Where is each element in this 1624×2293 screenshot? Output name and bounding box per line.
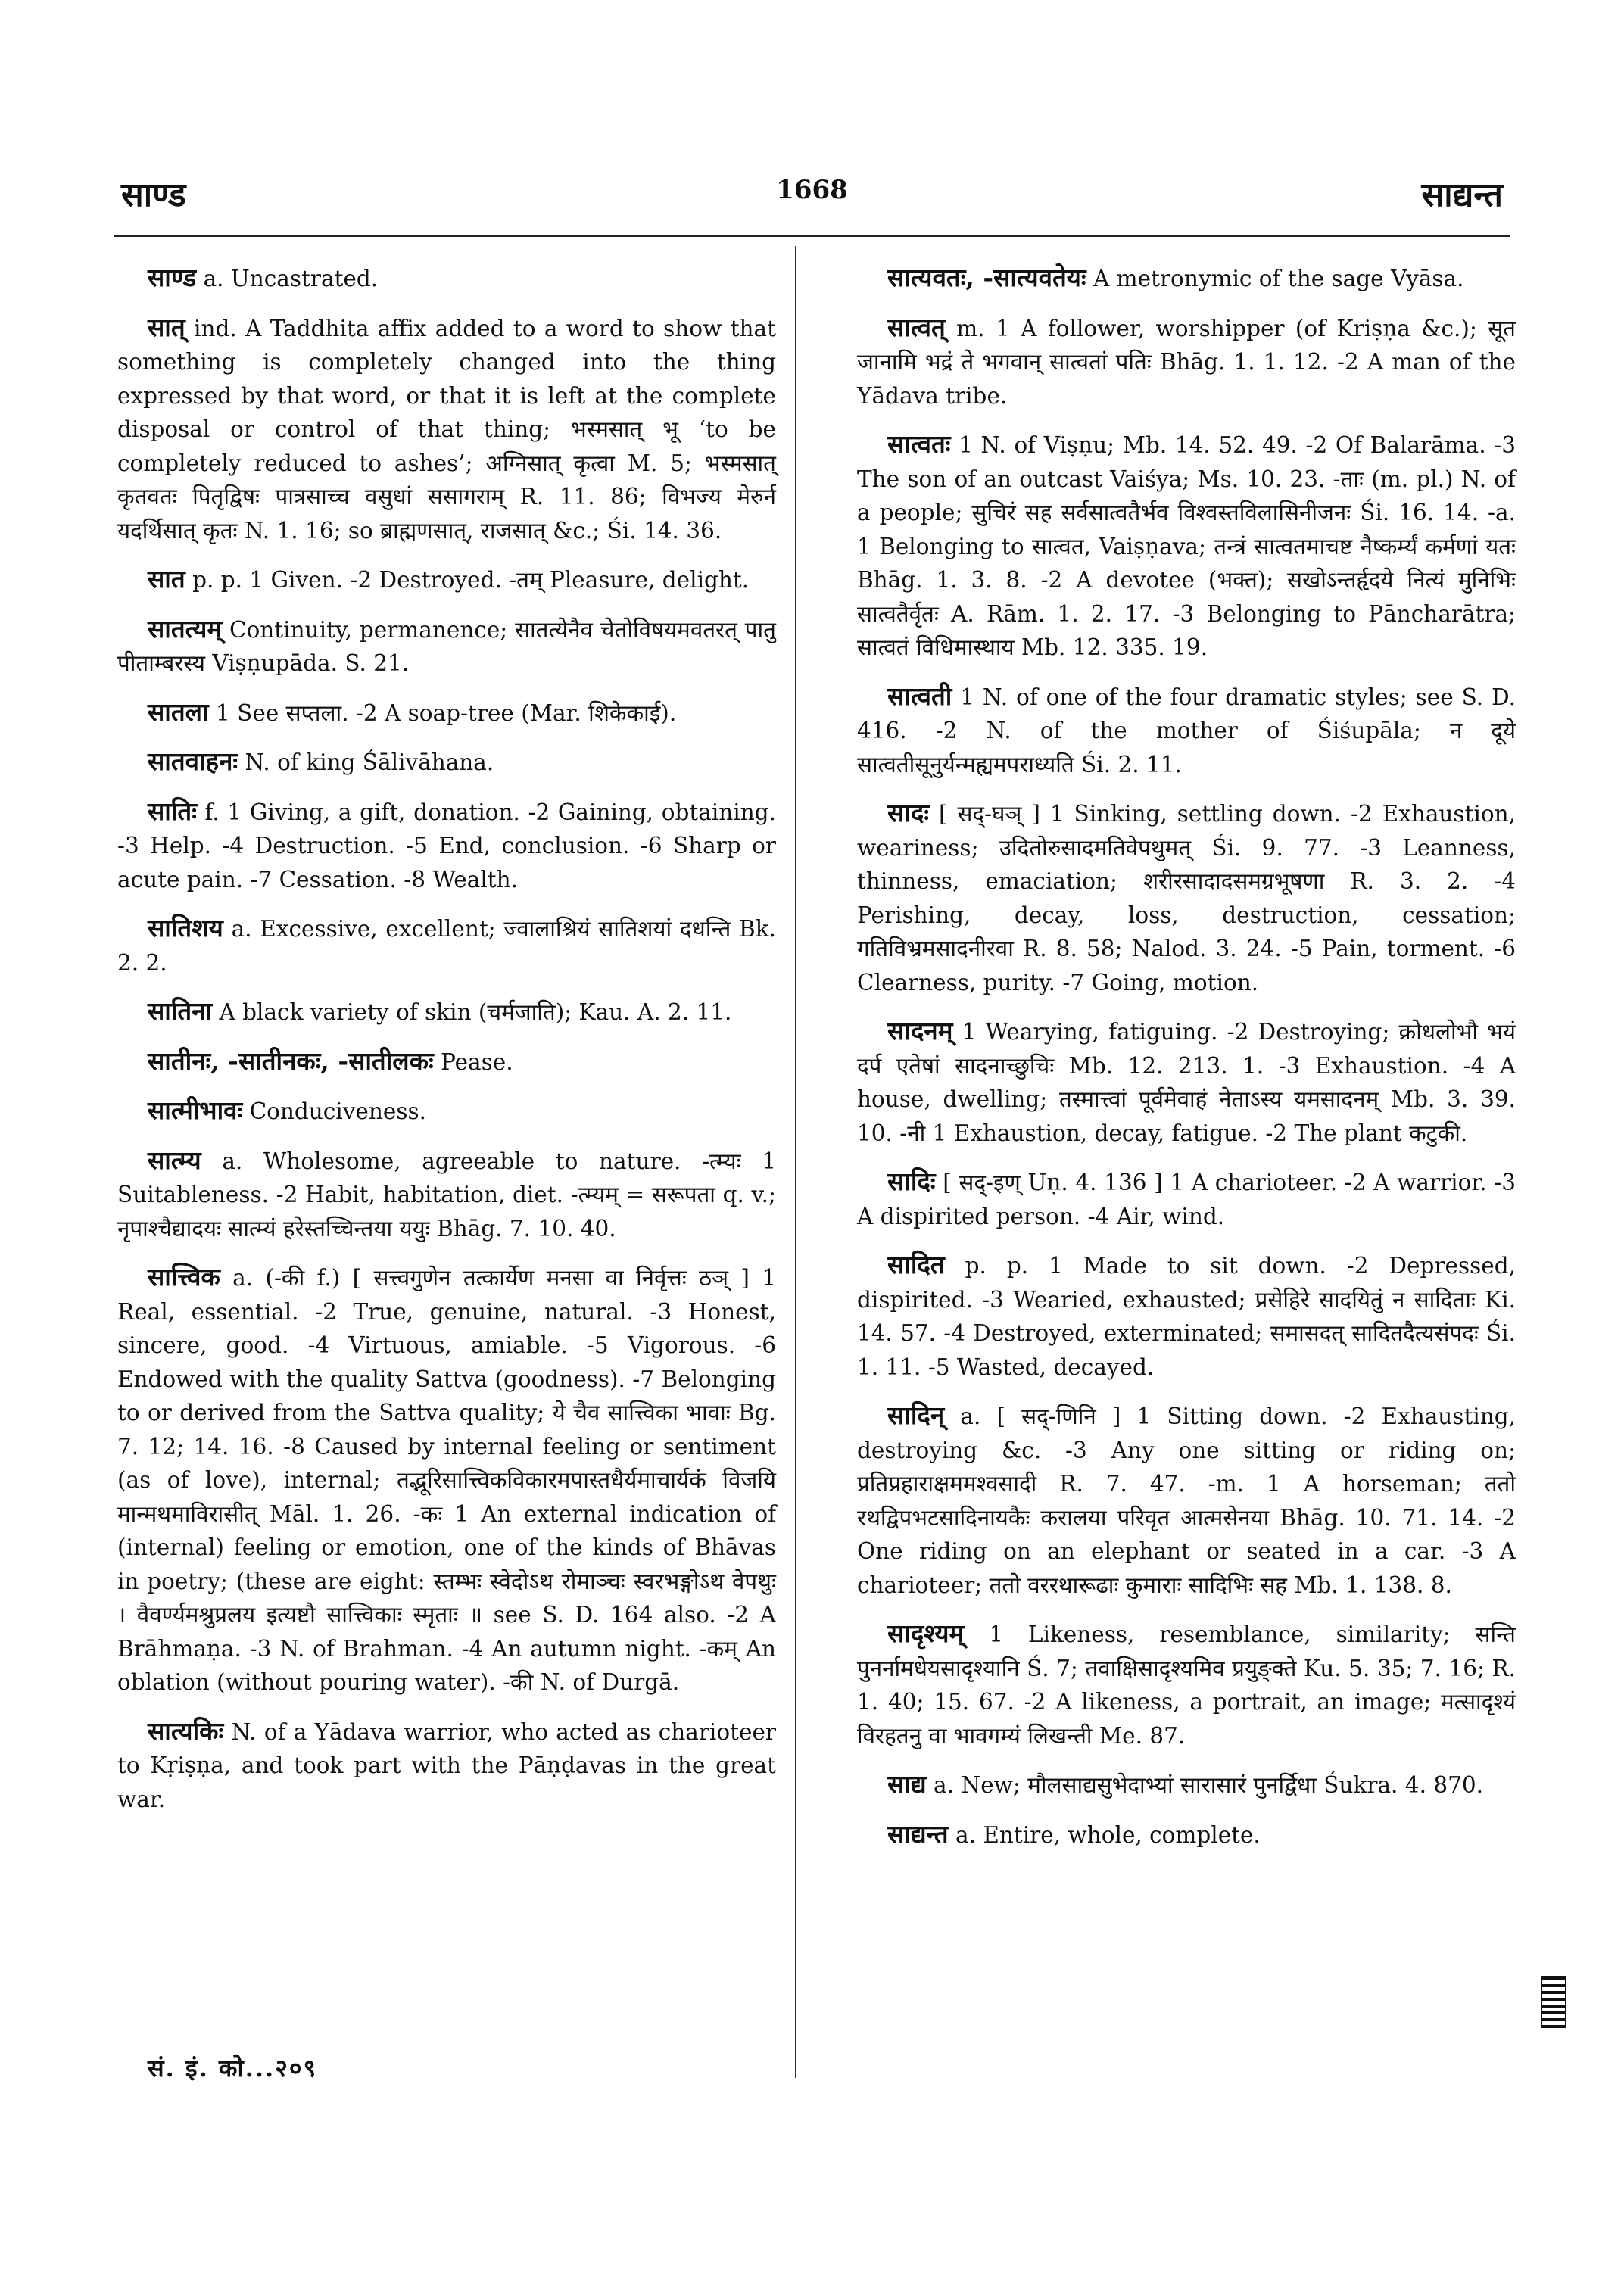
- dictionary-entry: [117, 1144, 776, 1246]
- dictionary-entry: [117, 612, 776, 681]
- left-column: [117, 261, 776, 1831]
- dictionary-entry: [117, 995, 776, 1030]
- dictionary-entry: [857, 1617, 1516, 1752]
- headword: सात्वती: [887, 681, 952, 711]
- dictionary-entry: [857, 1014, 1516, 1150]
- definition-text: Conduciveness.: [249, 1098, 426, 1124]
- definition-text: 1 N. of Viṣṇu; Mb. 14. 52. 49. -2 Of Balarāma. -3 The son of an outcast Vaiśya; Ms. 10. 23. -ताः (m. pl.) N. of a people; सुचिरं सह सर्वसात्वतैर्भव विश्वस्तविलासिनीजनः Śi. 16. 14. -a. 1 Belonging to सात्वत, Vaiṣṇava; तन्त्रं सात्वतमाचष्ट नैष्कर्म्यं कर्मणां यतः Bhāg. 1. 3. 8. -2 A devotee (भक्त); सखोऽन्तर्हृदये नित्यं मुनिभिः सात्वतैर्वृतः A. Rām. 1. 2. 17. -3 Belonging to Pāncharātra; सात्वतं विधिमास्थाय Mb. 12. 335. 19.: [857, 432, 1516, 660]
- thumb-index-mark: [1541, 1976, 1566, 2028]
- headword: सातला: [148, 696, 209, 727]
- definition-text: p. p. 1 Made to sit down. -2 Depressed, dispirited. -3 Wearied, exhausted; प्रसेहिरे सादयितुं न सादिताः Ki. 14. 57. -4 Destroyed, exterminated; समासदत् सादितदैत्यसंपदः Śi. 1. 11. -5 Wasted, decayed.: [857, 1253, 1516, 1380]
- definition-text: [ सद्-घञ् ] 1 Sinking, settling down. -2 Exhaustion, weariness; उदितोरुसादमतिवेपथुमत् Śi. 9. 77. -3 Leanness, thinness, emaciation; शरीरसादादसमग्रभूषणा R. 3. 2. -4 Perishing, decay, loss, destruction, cessation; गतिविभ्रमसादनीरवा R. 8. 58; Nalod. 3. 24. -5 Pain, torment. -6 Clearness, purity. -7 Going, motion.: [857, 801, 1516, 995]
- definition-text: a. Wholesome, agreeable to nature. -त्म्यः 1 Suitableness. -2 Habit, habitation, diet. -त्म्यम् = सरूपता q. v.; नृपाश्चैद्यादयः सात्म्यं हरेस्तच्चिन्तया ययुः Bhāg. 7. 10. 40.: [117, 1148, 776, 1242]
- headword: साद्य: [887, 1769, 927, 1799]
- headword: सात: [148, 564, 185, 594]
- headword: साद्यन्त: [887, 1818, 949, 1849]
- headword: सातवाहनः: [148, 746, 238, 776]
- headword: सात्मीभावः: [148, 1095, 243, 1125]
- definition-text: a. (-की f.) [ सत्त्वगुणेन तत्कार्येण मनसा वा निर्वृत्तः ठञ् ] 1 Real, essential. -2 True, genuine, natural. -3 Honest, sincere, good. -4 Virtuous, amiable. -5 Vigorous. -6 Endowed with the quality Sattva (goodness). -7 Belonging to or derived from the Sattva quality; ये चैव सात्त्विका भावाः Bg. 7. 12; 14. 16. -8 Caused by internal feeling or sentiment (as of love), internal; तद्भूरिसात्त्विकविकारमपास्तधैर्यमाचार्यकं विजयि मान्मथमाविरासीत् Māl. 1. 26. -कः 1 An external indication of (internal) feeling or emotion, one of the kinds of Bhāvas in poetry; (these are eight: स्तम्भः स्वेदोऽथ रोमाञ्चः स्वरभङ्गोऽथ वेपथुः । वैवर्ण्यमश्रुप्रलय इत्यष्टौ सात्त्विकाः स्मृताः ॥ see S. D. 164 also. -2 A Brāhmaṇa. -3 N. of Brahman. -4 An autumn night. -कम् An oblation (without pouring water). -की N. of Durgā.: [117, 1265, 776, 1695]
- page-header: [114, 170, 1510, 223]
- definition-text: [ सद्-इण् Uṇ. 4. 136 ] 1 A charioteer. -2 A warrior. -3 A dispirited person. -4 Air, wind.: [857, 1170, 1516, 1229]
- header-right-guideword: साद्यन्त: [1421, 176, 1503, 214]
- definition-text: Pease.: [441, 1048, 513, 1075]
- dictionary-entry: [857, 428, 1516, 665]
- dictionary-entry: [857, 1165, 1516, 1233]
- dictionary-entry: [117, 1715, 776, 1817]
- headword: सातिः: [148, 796, 197, 826]
- headword: सात्वतः: [887, 429, 951, 459]
- headword: सादनम्: [887, 1016, 953, 1045]
- headword: साण्ड: [148, 263, 197, 292]
- dictionary-entry: [857, 311, 1516, 413]
- dictionary-entry: [117, 911, 776, 980]
- definition-text: a. New; मौलसाद्यसुभेदाभ्यां सारासारं पुनर्द्विधा Śukra. 4. 870.: [934, 1772, 1484, 1798]
- headword: सात्यकिः: [148, 1715, 224, 1746]
- header-rule: [114, 235, 1510, 237]
- definition-text: a. Entire, whole, complete.: [955, 1821, 1261, 1848]
- column-divider: [795, 246, 796, 2078]
- headword: सादित: [887, 1250, 945, 1279]
- dictionary-entry: [857, 1399, 1516, 1602]
- dictionary-entry: [117, 261, 776, 296]
- definition-text: ind. A Taddhita affix added to a word to show that something is completely changed into the thing expressed by that word, or that it is left at the complete disposal or control of that thing; भस्मसात् भू ‘to be completely reduced to ashes’; अग्निसात् कृत्वा M. 5; भस्मसात् कृतवतः पितृद्विषः पात्रसाच्च वसुधां ससागराम् R. 11. 86; विभज्य मेरुर्न यदर्थिसात् कृतः N. 1. 16; so ब्राह्मणसात्, राजसात् &c.; Śi. 14. 36.: [117, 315, 776, 544]
- definition-text: 1 Wearying, fatiguing. -2 Destroying; क्रोधलोभौ भयं दर्प एतेषां सादनाच्छुचिः Mb. 12. 213. 1. -3 Exhaustion. -4 A house, dwelling; तस्मात्त्वां पूर्वमेवाहं नेताऽस्य यमसादनम् Mb. 3. 39. 10. -नी 1 Exhaustion, decay, fatigue. -2 The plant कटुकी.: [857, 1019, 1516, 1146]
- dictionary-entry: [857, 680, 1516, 782]
- dictionary-entry: [117, 562, 776, 597]
- definition-text: A metronymic of the sage Vyāsa.: [1093, 266, 1464, 291]
- dictionary-entry: [857, 1768, 1516, 1802]
- headword: सात्: [148, 312, 185, 342]
- definition-text: N. of king Śālivāhana.: [245, 749, 494, 775]
- headword: सादिन्: [887, 1400, 945, 1430]
- dictionary-entry: [117, 696, 776, 731]
- dictionary-entry: [857, 796, 1516, 999]
- headword: सादृश्यम्: [887, 1618, 965, 1648]
- dictionary-entry: [117, 745, 776, 780]
- header-left-guideword: साण्ड: [121, 176, 186, 214]
- headword: सातत्यम्: [148, 613, 223, 643]
- definition-text: Continuity, permanence; सातत्येनैव चेतोविषयमवतरत् पातु पीताम्बरस्य Viṣṇupāda. S. 21.: [117, 616, 776, 676]
- dictionary-entry: [857, 1248, 1516, 1384]
- dictionary-entry: [117, 1260, 776, 1699]
- headword: सातिना: [148, 996, 213, 1026]
- dictionary-entry: [857, 1818, 1516, 1852]
- headword: सात्त्विक: [148, 1262, 220, 1291]
- definition-text: 1 Likeness, resemblance, similarity; सन्ति पुनर्नामधेयसादृश्यानि Ś. 7; तवाक्षिसादृश्यमिव प्रयुङ्क्ते Ku. 5. 35; 7. 16; R. 1. 40; 15. 67. -2 A likeness, a portrait, an image; मत्सादृश्यं विरहतनु वा भावगम्यं लिखन्ती Me. 87.: [857, 1622, 1516, 1749]
- signature-mark: सं. इं. को...२०९: [148, 2054, 318, 2083]
- right-column: [857, 261, 1516, 1867]
- dictionary-entry: [117, 311, 776, 548]
- definition-text: a. Uncastrated.: [203, 266, 379, 291]
- headword: सादिः: [887, 1167, 936, 1196]
- headword: सात्यवतः, -सात्यवतेयः: [887, 263, 1086, 292]
- headword: सादः: [887, 798, 930, 827]
- definition-text: m. 1 A follower, worshipper (of Kriṣṇa &c.); सूत जानामि भद्रं ते भगवान् सात्वतां पतिः Bhāg. 1. 1. 12. -2 A man of the Yādava tribe.: [857, 315, 1516, 409]
- headword: सात्म्य: [148, 1145, 201, 1175]
- definition-text: 1 N. of one of the four dramatic styles; see S. D. 416. -2 N. of the mother of Śiśupāla; न दूये सात्वतीसूनुर्यन्मह्यमपराध्यति Śi. 2. 11.: [857, 684, 1516, 777]
- dictionary-entry: [117, 1045, 776, 1080]
- definition-text: 1 See सप्तला. -2 A soap-tree (Mar. शिकेकाई).: [215, 699, 677, 726]
- headword: सातीनः, -सातीनकः, -सातीलकः: [148, 1045, 434, 1076]
- dictionary-entry: [117, 795, 776, 897]
- headword: सातिशय: [148, 913, 223, 942]
- definition-text: a. Excessive, excellent; ज्वालाश्रियं सातिशयां दधन्ति Bk. 2. 2.: [117, 916, 776, 976]
- dictionary-entry: [117, 1094, 776, 1129]
- page-number: 1668: [776, 175, 848, 205]
- definition-text: a. [ सद्-णिनि ] 1 Sitting down. -2 Exhausting, destroying &c. -3 Any one sitting or riding on; प्रतिप्रहाराक्षममश्वसादी R. 7. 47. -m. 1 A horseman; ततो रथद्विपभटसादिनायकैः करालया परिवृत आत्मसेनया Bhāg. 10. 71. 14. -2 One riding on an elephant or seated in a car. -3 A charioteer; ततो वररथारूढाः कुमाराः सादिभिः सह Mb. 1. 138. 8.: [857, 1404, 1516, 1598]
- headword: सात्वत्: [887, 312, 946, 342]
- definition-text: p. p. 1 Given. -2 Destroyed. -तम् Pleasure, delight.: [192, 567, 750, 593]
- dictionary-entry: [857, 261, 1516, 296]
- definition-text: A black variety of skin (चर्मजाति); Kau. A. 2. 11.: [219, 999, 732, 1025]
- definition-text: N. of a Yādava warrior, who acted as charioteer to Kṛiṣṇa, and took part with the Pāṇḍavas in the great war.: [117, 1718, 776, 1812]
- definition-text: f. 1 Giving, a gift, donation. -2 Gaining, obtaining. -3 Help. -4 Destruction. -5 End, conclusion. -6 Sharp or acute pain. -7 Cessation. -8 Wealth.: [117, 799, 776, 893]
